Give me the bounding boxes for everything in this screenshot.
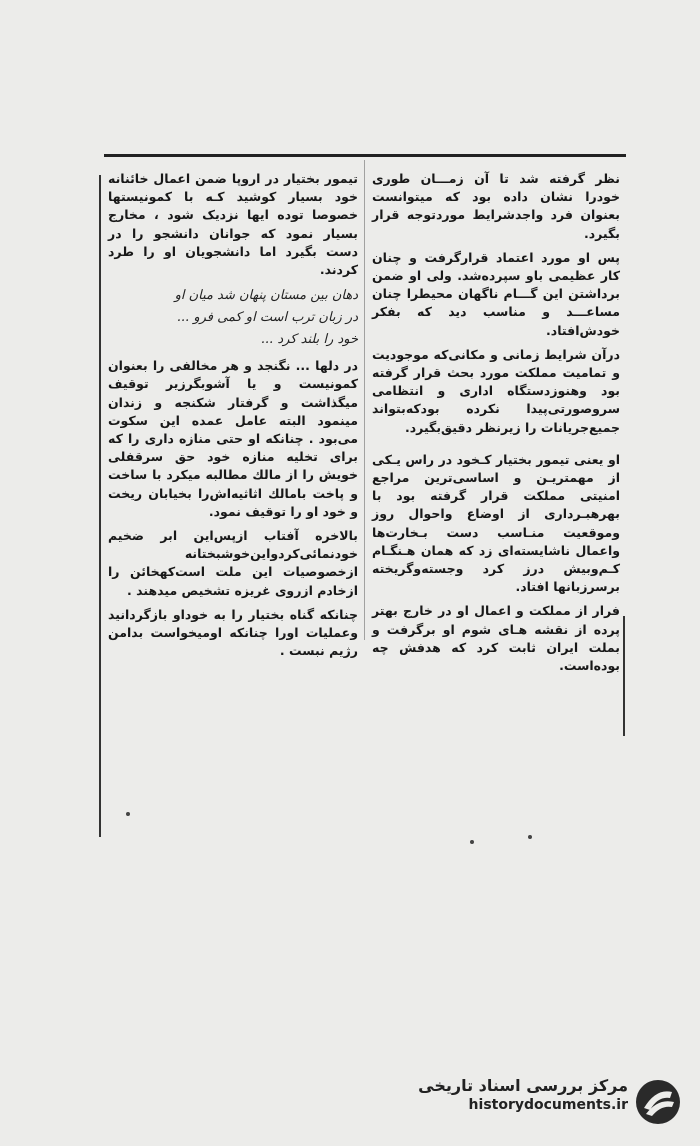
- paragraph: فرار از مملکت و اعمال او در خارج بهتر پرده از نقشه هـای شوم او برگرفت و بملت ایران ثابت کرد که هدفش چه بوده‌است.: [372, 603, 620, 674]
- logo-persian-text: مرکز بررسی اسناد تاریخی: [418, 1076, 628, 1095]
- right-margin-rule: [623, 616, 625, 736]
- book-pages-logo-icon: [634, 1078, 682, 1126]
- ink-spot: [528, 835, 532, 839]
- handwritten-note: [108, 285, 358, 351]
- ink-spot: [126, 812, 130, 816]
- paragraph: درآن شرایط زمانی و مکانی‌که موجودیت و تمامیت مملکت مورد بحث قرار گرفته بود وهنوزدستگاه اداری و انتظامی سروصورتی‌پیدا نکرده بودکه‌بتواند جمیع‌جریانات را زیرنظر دقیق‌بگیرد.: [372, 346, 620, 435]
- paragraph: چنانکه گناه بختیار را به خوداو بازگردانید وعملیات اورا چنانکه اومیخواست بدامن رژیم نبست .: [108, 606, 358, 659]
- archive-watermark: [408, 1072, 688, 1132]
- paragraph: پس او مورد اعتماد قرارگرفت و چنان کار عظیمی باو سپرده‌شد. ولی او ضمن برداشتن این گـــام ناگهان محیطرا چنان مساعـــد و مناسب دید که بفکر خودش‌افتاد.: [372, 249, 620, 338]
- handwritten-line: خود را بلند کرد ...: [260, 332, 358, 348]
- middle-column-rule: [364, 160, 365, 640]
- handwritten-line: دهان بین مستان پنهان شد میان او: [174, 288, 358, 304]
- right-column: [372, 170, 620, 681]
- paragraph: نظر گرفته شد تا آن زمـــان طوری خودرا نشان داده بود که میتوانست بعنوان فرد واجدشرایط موردتوجه قرار بگیرد.: [372, 171, 620, 241]
- ink-spot: [470, 840, 474, 844]
- paragraph: او یعنی تیمور بختیار کـخود در راس یـکی از مهمتریـن و اساسی‌ترین مراجع امنیتی مملکت قرار گرفته بود با بهرهبـرداری از اوضاع واحوال روز وموقعیت منـاسب دست بـخارت‌ها واعمال ناشایسته‌ای زد که همان هـنگـام کـم‌وبیش درز کرد وجسته‌وگریخته برسرزبانها افتاد.: [372, 451, 620, 595]
- handwritten-line: در زبان ترب است او کمی فرو ...: [176, 310, 358, 326]
- logo-english-text: historydocuments.ir: [468, 1097, 628, 1113]
- paragraph: در دلها ... نگنجد و هر مخالفی را بعنوان کمونیست و یا آشوبگرزیر توقیف میگذاشت و گرفتار شکنجه و زندان مینمود البته عامل عمده این سکوت می‌بود . چنانکه او حتی منازه داری را که برای تخلیه منازه خود حق سرقفلی خویش را از مالك مطالبه میکرد با ساخت و پاخت بامالك اثاثیه‌اش‌را بخیابان ریخت و خود او را توقیف نمود.: [108, 358, 358, 519]
- left-column: [108, 170, 358, 666]
- logo-text: [418, 1076, 628, 1113]
- paragraph: بالاخره آفتاب ازپس‌این ابر ضخیم خودنمائی‌کردواین‌خوشبختانه ازخصوصیات این ملت است‌کهخائن را ازخادم ازروی غریزه تشخیص میدهند .: [108, 528, 358, 598]
- top-rule: [104, 154, 626, 157]
- left-column-rule: [99, 175, 101, 837]
- paragraph: تیمور بختیار در اروپا ضمن اعمال خائنانه خود بسیار کوشید کـه با کمونیستها خصوصا توده ایها نزدیک شود ، مخارج بسیار نمود که جوانان دانشجو را در دست بگیرد اما دانشجویان او را طرد کردند.: [108, 171, 358, 278]
